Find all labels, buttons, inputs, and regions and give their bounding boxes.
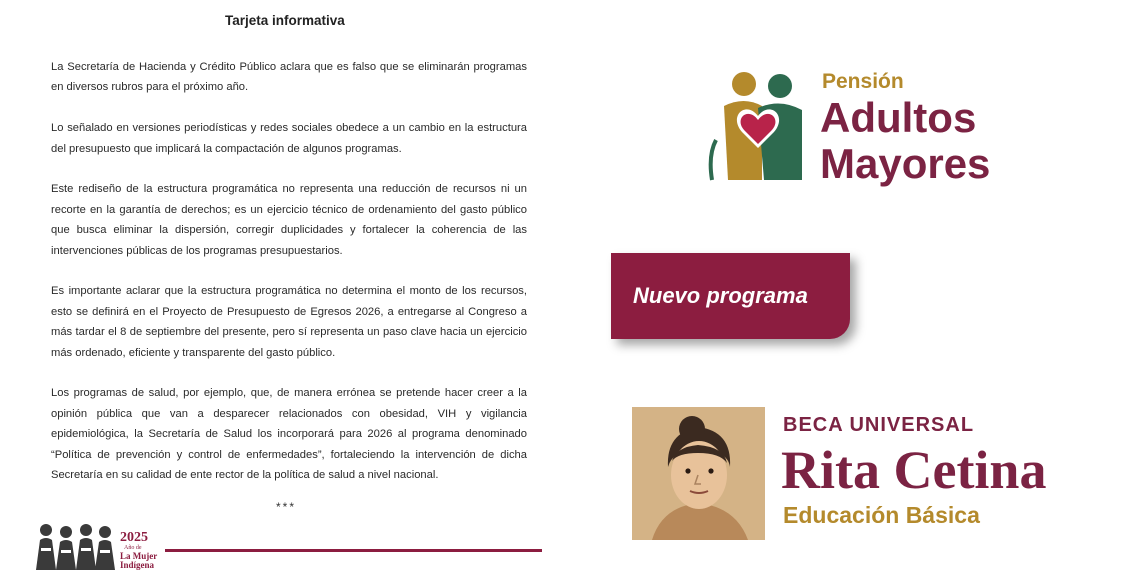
educacion-basica-label: Educación Básica bbox=[783, 502, 980, 528]
nuevo-programa-banner bbox=[611, 253, 850, 339]
woman-portrait-icon bbox=[632, 407, 765, 540]
footer-subtitle: Año de bbox=[124, 545, 142, 551]
document-title: Tarjeta informativa bbox=[225, 13, 345, 28]
footer-year: 2025 bbox=[120, 530, 148, 545]
footer-divider bbox=[165, 549, 542, 552]
adultos-label: Adultos bbox=[820, 94, 977, 141]
closing-mark: *** bbox=[276, 500, 297, 514]
pension-label: Pensión bbox=[822, 70, 904, 93]
paragraph: Este rediseño de la estructura programática no representa una reducción de recursos ni un recorte en la garantía de derechos; es un ejercicio técnico de ordenamiento del gasto público que busca eliminar la dispersión, corregir duplicidades y fortalecer la coherencia de las intervenciones públicas de los programas presupuestarios. bbox=[51, 183, 527, 257]
rita-cetina-label: Rita Cetina bbox=[781, 440, 1047, 500]
paragraph: Los programas de salud, por ejemplo, que, de manera errónea se pretende hacer creer a la opinión pública que van a desparecer relacionados con obesidad, VIH y vigilancia epidemiológica, la Secretaría de Salud los incorporará para 2026 al programa denominado “Política de prevención y control de enfermedades”, fortaleciendo la intervención de dicha Secretaría en su calidad de ente rector de la política de salud a nivel nacional. bbox=[51, 387, 527, 482]
paragraph: Lo señalado en versiones periodísticas y redes sociales obedece a un cambio en la estructura del presupuesto que implicará la compactación de algunos programas. bbox=[51, 122, 527, 155]
paragraph: Es importante aclarar que la estructura programática no determina el monto de los recursos, esto se definirá en el Proyecto de Presupuesto de Egresos 2026, a entregarse al Congreso a más tardar el 8 de septiembre del presente, pero sí representa un paso clave hacia un ejercicio más ordenado, eficiente y transparente del gasto público. bbox=[51, 285, 527, 359]
elderly-couple-heart-icon bbox=[706, 70, 810, 184]
beca-universal-label: BECA UNIVERSAL bbox=[783, 414, 975, 436]
indigenous-women-icon bbox=[32, 518, 118, 570]
footer-name: La Mujer Indígena bbox=[120, 551, 158, 570]
mayores-label: Mayores bbox=[820, 140, 991, 187]
nuevo-programa-label: Nuevo programa bbox=[633, 283, 808, 308]
paragraph: La Secretaría de Hacienda y Crédito Público aclara que es falso que se eliminarán programas en diversos rubros para el próximo año. bbox=[51, 61, 527, 94]
document-body bbox=[51, 57, 527, 506]
